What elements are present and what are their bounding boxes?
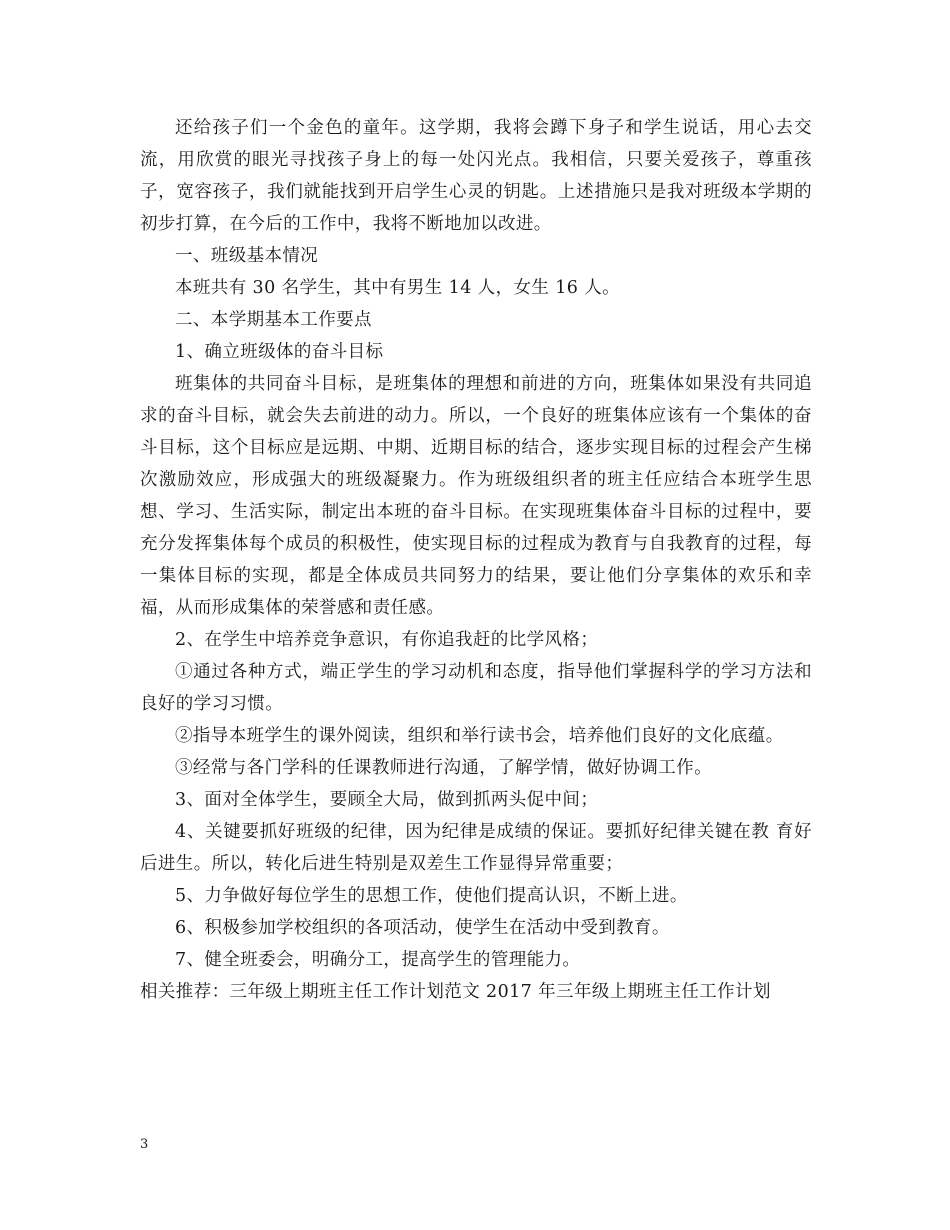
page-number: 3	[140, 1137, 149, 1152]
paragraph-goal-detail: 班集体的共同奋斗目标，是班集体的理想和前进的方向，班集体如果没有共同追求的奋斗目标，就会失去前进的动力。所以，一个良好的班集体应该有一个集体的奋斗目标，这个目标应是远期、中期、近期目标的结合，逐步实现目标的过程会产生梯次激励效应，形成强大的班级凝聚力。作为班级组织者的班主任应结合本班学生思想、学习、生活实际，制定出本班的奋斗目标。在实现班集体奋斗目标的过程中，要充分发挥集体每个成员的积极性，使实现目标的过程成为教育与自我教育的过程，每一集体目标的实现，都是全体成员共同努力的结果，要让他们分享集体的欢乐和幸福，从而形成集体的荣誉感和责任感。	[140, 374, 812, 618]
item-competition: 2、在学生中培养竞争意识，有你追我赶的比学风格；	[175, 630, 599, 650]
item-class-committee: 7、健全班委会，明确分工，提高学生的管理能力。	[175, 950, 581, 970]
subitem-learning-motivation: ①通过各种方式，端正学生的学习动机和态度，指导他们掌握科学的学习方法和良好的学习习惯。	[140, 662, 812, 714]
subitem-reading: ②指导本班学生的课外阅读，组织和举行读书会，培养他们良好的文化底蕴。	[175, 726, 784, 746]
item-school-activities: 6、积极参加学校组织的各项活动，使学生在活动中受到教育。	[175, 918, 670, 938]
related-recommendation: 相关推荐：三年级上期班主任工作计划范文 2017 年三年级上期班主任工作计划	[140, 982, 771, 1002]
document-body	[140, 112, 812, 1008]
subheading-goal: 1、确立班级体的奋斗目标	[175, 342, 384, 362]
paragraph-class-size: 本班共有 30 名学生，其中有男生 14 人，女生 16 人。	[175, 278, 621, 298]
heading-class-basics: 一、班级基本情况	[175, 246, 319, 266]
item-discipline: 4、关键要抓好班级的纪律，因为纪律是成绩的保证。要抓好纪律关键在教 育好后进生。所以，转化后进生特别是双差生工作显得异常重要；	[140, 822, 812, 874]
heading-work-points: 二、本学期基本工作要点	[175, 310, 372, 330]
item-thought-work: 5、力争做好每位学生的思想工作，使他们提高认识，不断上进。	[175, 886, 688, 906]
item-all-students: 3、面对全体学生，要顾全大局，做到抓两头促中间；	[175, 790, 599, 810]
paragraph-intro: 还给孩子们一个金色的童年。这学期，我将会蹲下身子和学生说话，用心去交流，用欣赏的眼光寻找孩子身上的每一处闪光点。我相信，只要关爱孩子，尊重孩子，宽容孩子，我们就能找到开启学生心灵的钥匙。上述措施只是我对班级本学期的初步打算，在今后的工作中，我将不断地加以改进。	[140, 118, 812, 234]
subitem-teacher-communication: ③经常与各门学科的任课教师进行沟通，了解学情，做好协调工作。	[175, 758, 712, 778]
